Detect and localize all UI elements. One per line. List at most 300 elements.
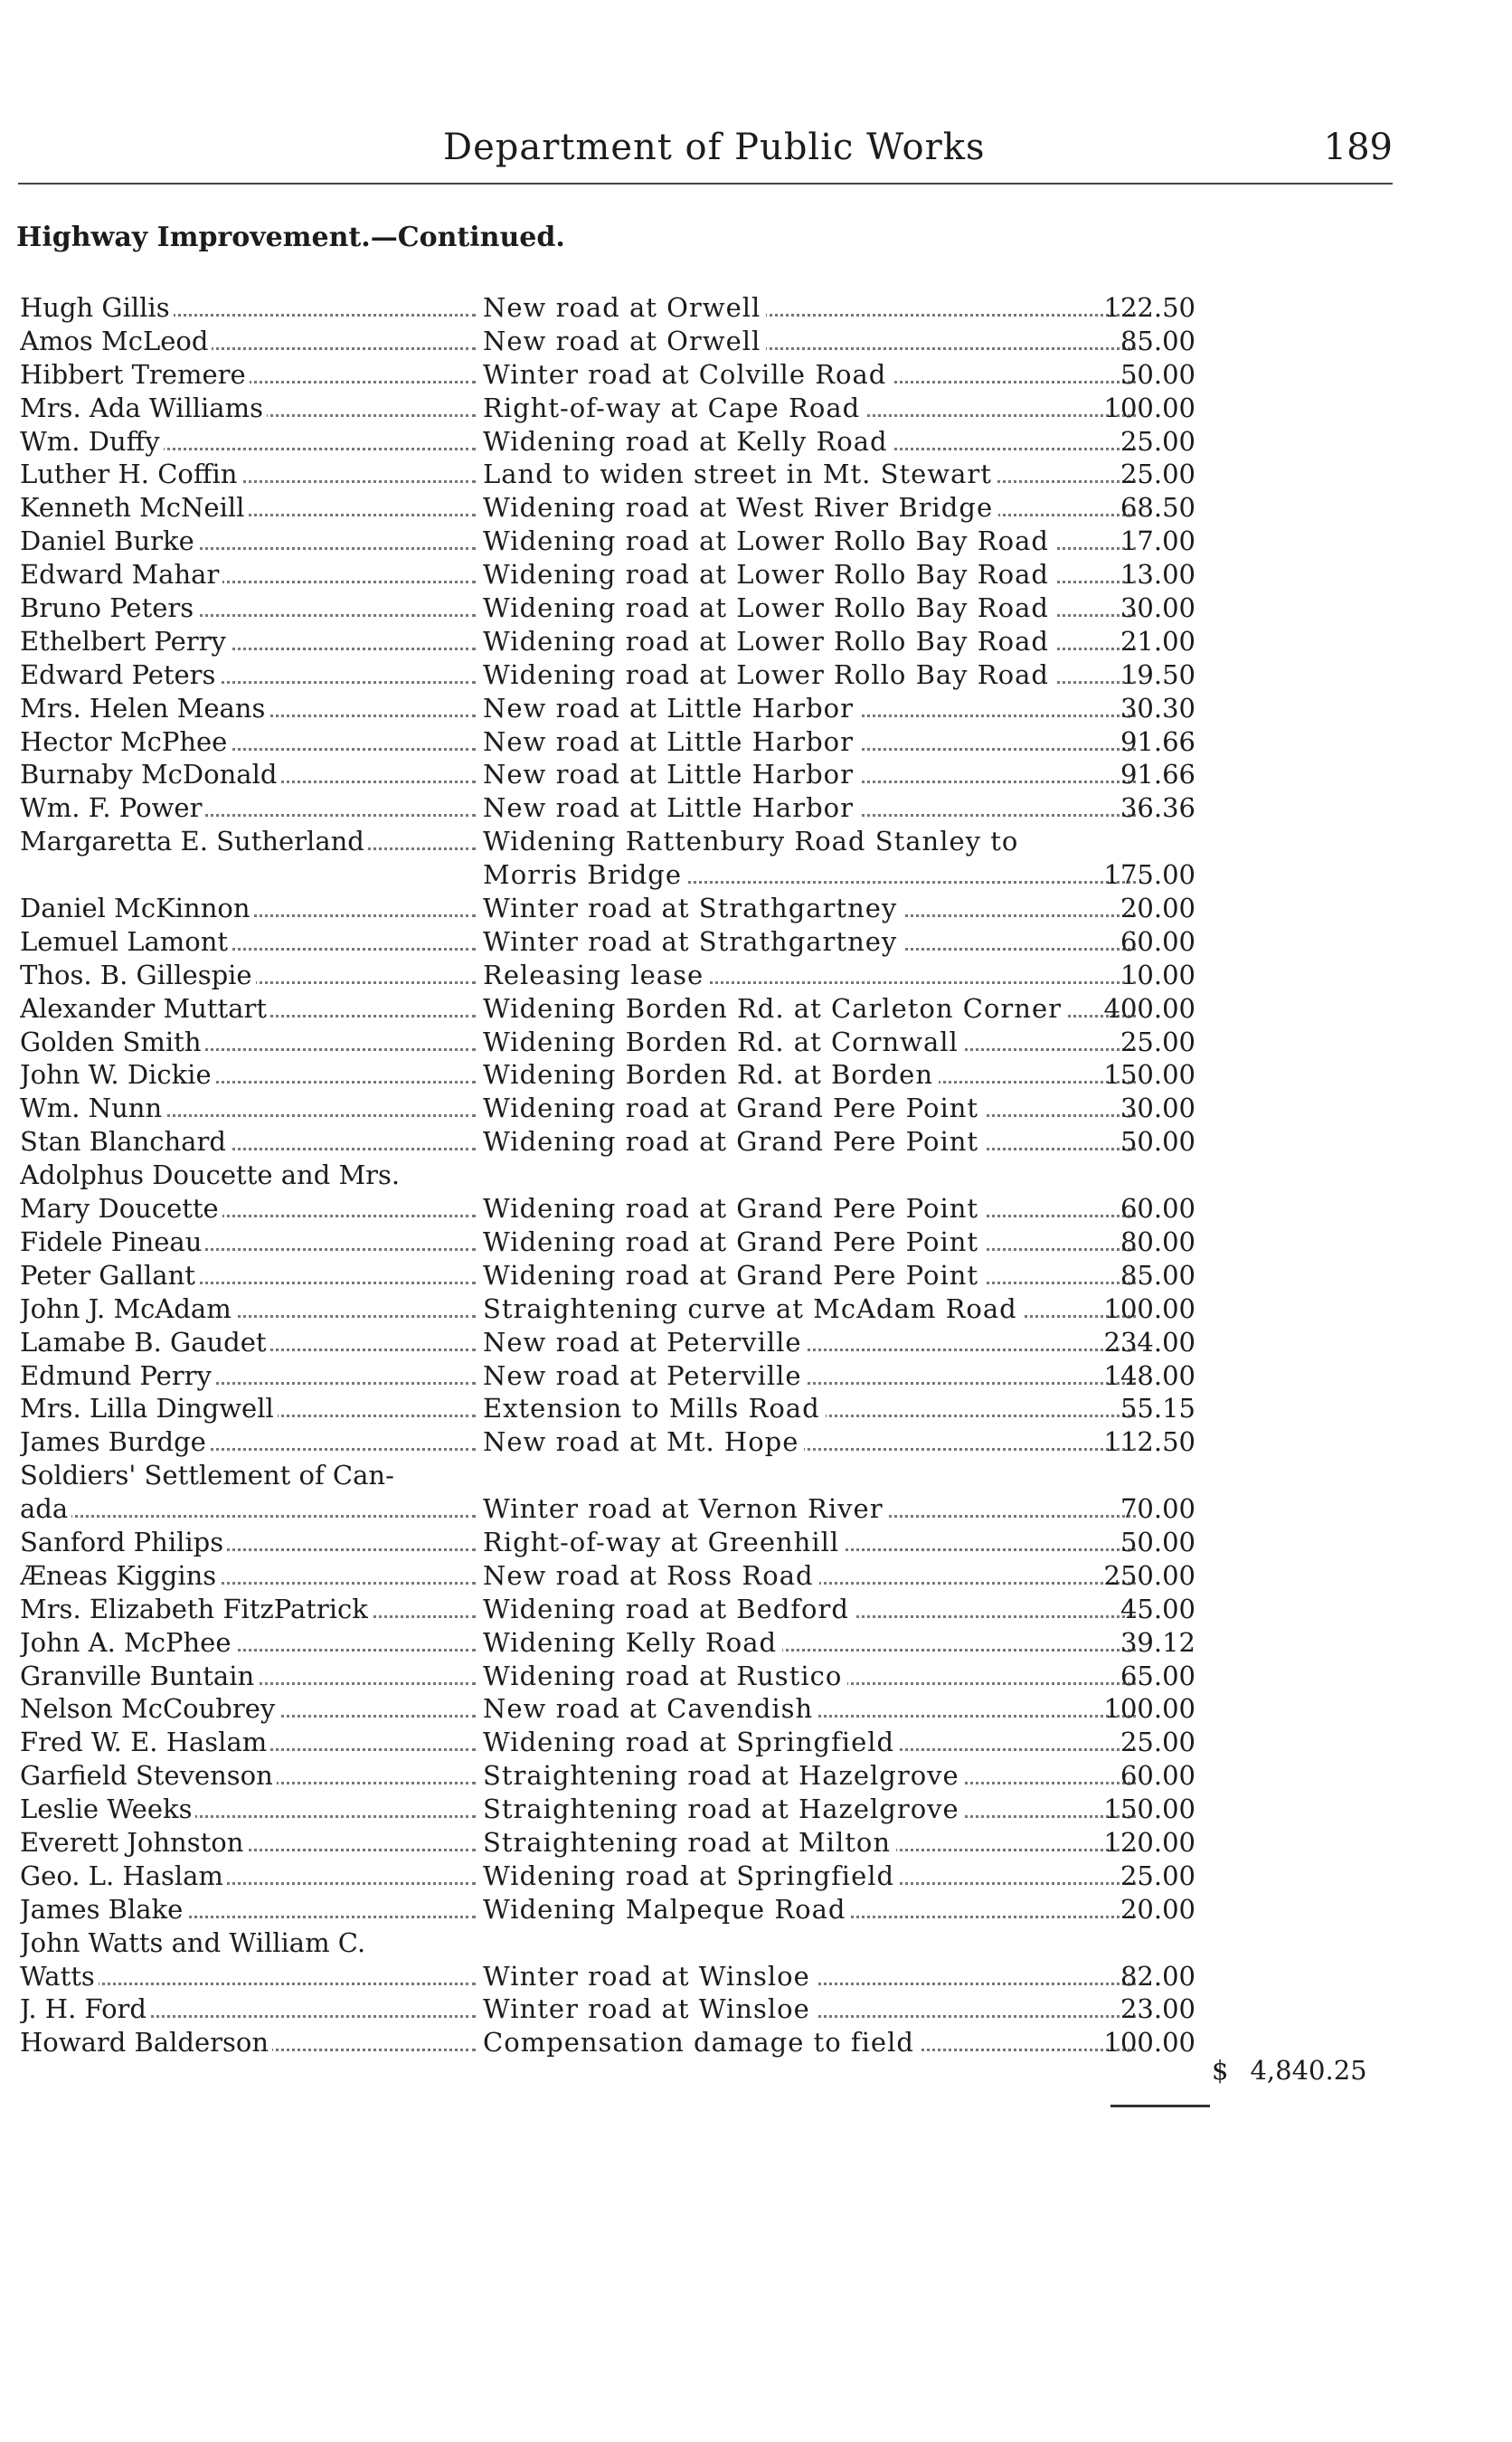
payee-name: Edward Mahar [20, 559, 222, 590]
purpose-text: Straightening road at Hazelgrove [483, 1794, 965, 1824]
purpose-cell [483, 1159, 1141, 1192]
amount-cell: 234.00 [1103, 1326, 1195, 1358]
purpose-cell [483, 1559, 1141, 1593]
payee-cell [20, 558, 481, 592]
purpose-text: New road at Mt. Hope [483, 1426, 804, 1457]
amount-cell: 25.00 [1120, 1026, 1195, 1057]
purpose-text: Extension to Mills Road [483, 1393, 826, 1424]
purpose-cell [483, 1992, 1141, 2026]
amount-cell: 60.00 [1120, 1760, 1195, 1792]
payee-cell [20, 1359, 481, 1393]
payee-cell [20, 1492, 481, 1526]
table-row [20, 858, 1195, 892]
amount-cell: 25.00 [1120, 1727, 1195, 1758]
amount-cell: 50.00 [1120, 1526, 1195, 1557]
table-row [20, 1960, 1195, 1993]
amount-cell: 10.00 [1120, 959, 1195, 990]
amount-cell: 17.00 [1120, 525, 1195, 557]
payee-cell [20, 1793, 481, 1826]
purpose-text: Widening road at Grand Pere Point [483, 1093, 984, 1123]
amount-cell: 68.50 [1120, 492, 1195, 524]
purpose-text: Releasing lease [483, 960, 709, 990]
table-row [20, 725, 1195, 759]
payee-cell [20, 491, 481, 525]
amount-cell: 150.00 [1103, 1059, 1195, 1091]
purpose-cell [483, 892, 1141, 925]
table-row [20, 1759, 1195, 1793]
table-row [20, 1926, 1195, 1960]
payee-name: Hibbert Tremere [20, 359, 250, 390]
purpose-cell [483, 1292, 1141, 1326]
purpose-cell [483, 1058, 1141, 1092]
payee-name: Alexander Muttart [20, 993, 270, 1024]
amount-cell: 112.50 [1103, 1426, 1195, 1458]
table-row [20, 959, 1195, 992]
purpose-cell [483, 725, 1141, 759]
purpose-cell [483, 825, 1141, 858]
purpose-text [483, 1159, 488, 1190]
dot-leader [20, 1515, 476, 1518]
purpose-cell [483, 1392, 1141, 1425]
purpose-text: New road at Little Harbor [483, 726, 859, 757]
purpose-cell [483, 1026, 1141, 1059]
payee-cell [20, 458, 481, 491]
amount-cell: 148.00 [1103, 1359, 1195, 1391]
purpose-cell [483, 758, 1141, 791]
amount-cell: 20.00 [1120, 893, 1195, 924]
purpose-text: New road at Peterville [483, 1360, 808, 1391]
purpose-text: Widening road at Rustico [483, 1661, 847, 1691]
amount-cell: 30.30 [1120, 692, 1195, 724]
amount-cell: 122.50 [1103, 292, 1195, 323]
table-row [20, 1292, 1195, 1326]
table-row [20, 1893, 1195, 1926]
payee-name: James Blake [20, 1894, 186, 1925]
page-number: 189 [1323, 127, 1393, 168]
purpose-cell [483, 325, 1141, 358]
purpose-text: New road at Ross Road [483, 1560, 819, 1591]
payee-cell [20, 892, 481, 925]
purpose-cell [483, 425, 1141, 459]
payee-cell [20, 1259, 481, 1292]
purpose-cell [483, 1593, 1141, 1626]
purpose-cell [483, 692, 1141, 725]
purpose-cell [483, 1692, 1141, 1726]
payee-name: Granville Buntain [20, 1661, 258, 1691]
purpose-text: Straightening curve at McAdam Road [483, 1293, 1023, 1324]
payee-cell [20, 758, 481, 791]
purpose-text [483, 1927, 488, 1958]
purpose-text: Widening Borden Rd. at Cornwall [483, 1027, 964, 1057]
payee-name: John Watts and William C. [20, 1927, 369, 1958]
table-row [20, 392, 1195, 425]
purpose-text: Widening road at Grand Pere Point [483, 1126, 984, 1157]
table-row [20, 1425, 1195, 1459]
table-row [20, 1026, 1195, 1059]
table-row [20, 758, 1195, 791]
payee-cell [20, 291, 481, 325]
payee-cell [20, 1559, 481, 1593]
purpose-cell [483, 1626, 1141, 1660]
table-row [20, 525, 1195, 558]
payee-cell [20, 592, 481, 625]
table-row [20, 325, 1195, 358]
payee-name: Burnaby McDonald [20, 759, 280, 790]
purpose-text: Winter road at Strathgartney [483, 893, 902, 923]
purpose-cell [483, 1459, 1141, 1492]
purpose-cell [483, 1926, 1141, 1960]
payee-cell [20, 1926, 481, 1960]
payee-name: Wm. Duffy [20, 426, 164, 457]
table-row [20, 592, 1195, 625]
amount-cell: 120.00 [1103, 1826, 1195, 1858]
payee-cell [20, 392, 481, 425]
table-row [20, 1526, 1195, 1559]
table-row [20, 1159, 1195, 1192]
purpose-text [483, 1460, 488, 1491]
table-row [20, 491, 1195, 525]
purpose-cell [483, 558, 1141, 592]
table-row [20, 458, 1195, 491]
purpose-cell [483, 658, 1141, 692]
payee-cell [20, 1292, 481, 1326]
table-row [20, 1226, 1195, 1259]
table-row [20, 1992, 1195, 2026]
payee-cell [20, 1593, 481, 1626]
ledger-table [20, 291, 1195, 2059]
payee-name: Mrs. Ada Williams [20, 393, 267, 423]
purpose-cell [483, 992, 1141, 1026]
payee-cell [20, 1226, 481, 1259]
purpose-cell [483, 491, 1141, 525]
purpose-cell [483, 1726, 1141, 1759]
page-title: Department of Public Works [443, 127, 986, 168]
payee-cell [20, 1726, 481, 1759]
payee-name: John A. McPhee [20, 1627, 235, 1658]
payee-name: Everett Johnston [20, 1827, 247, 1858]
purpose-text: Morris Bridge [483, 859, 687, 890]
table-row [20, 358, 1195, 392]
purpose-cell [483, 925, 1141, 959]
payee-name [20, 859, 24, 890]
amount-cell: 85.00 [1120, 325, 1195, 356]
table-row [20, 1459, 1195, 1492]
payee-name: Wm. F. Power [20, 792, 205, 823]
table-row [20, 558, 1195, 592]
payee-name: Mary Doucette [20, 1193, 222, 1224]
purpose-text: Winter road at Vernon River [483, 1493, 889, 1524]
purpose-text: Widening road at West River Bridge [483, 492, 998, 523]
payee-name: Watts [20, 1961, 99, 1992]
amount-cell: 30.00 [1120, 1093, 1195, 1124]
purpose-cell [483, 1660, 1141, 1693]
table-row [20, 992, 1195, 1026]
amount-cell: 60.00 [1120, 1193, 1195, 1225]
payee-cell [20, 1860, 481, 1893]
purpose-cell [483, 1125, 1141, 1159]
table-row [20, 1793, 1195, 1826]
payee-name: Daniel Burke [20, 525, 198, 556]
page-header [0, 127, 1393, 172]
amount-cell: 36.36 [1120, 792, 1195, 824]
amount-cell: 150.00 [1103, 1794, 1195, 1825]
payee-cell [20, 925, 481, 959]
payee-cell [20, 1660, 481, 1693]
payee-name: Edmund Perry [20, 1360, 215, 1391]
amount-cell: 39.12 [1120, 1626, 1195, 1658]
amount-cell: 50.00 [1120, 358, 1195, 390]
table-row [20, 1492, 1195, 1526]
purpose-text: Compensation damage to field [483, 2027, 920, 2058]
purpose-cell [483, 858, 1141, 892]
table-row [20, 1860, 1195, 1893]
amount-cell: 21.00 [1120, 625, 1195, 657]
amount-cell: 25.00 [1120, 425, 1195, 457]
payee-cell [20, 1026, 481, 1059]
purpose-text: Widening Malpeque Road [483, 1894, 851, 1925]
table-row [20, 892, 1195, 925]
amount-cell: 65.00 [1120, 1660, 1195, 1691]
purpose-text: New road at Orwell [483, 292, 766, 323]
table-row [20, 1826, 1195, 1860]
payee-cell [20, 1626, 481, 1660]
amount-cell: 25.00 [1120, 1860, 1195, 1891]
amount-cell: 20.00 [1120, 1893, 1195, 1925]
purpose-cell [483, 2026, 1141, 2059]
purpose-text: Widening road at Grand Pere Point [483, 1260, 984, 1291]
purpose-text: Widening road at Kelly Road [483, 426, 893, 457]
total-currency: $ [1212, 2055, 1229, 2086]
purpose-text: Widening road at Lower Rollo Bay Road [483, 592, 1054, 623]
purpose-text: Right-of-way at Cape Road [483, 393, 865, 423]
amount-cell: 50.00 [1120, 1126, 1195, 1158]
payee-cell [20, 1058, 481, 1092]
header-rule [18, 183, 1393, 185]
payee-name: Edward Peters [20, 659, 219, 690]
table-row [20, 1593, 1195, 1626]
payee-cell [20, 1692, 481, 1726]
payee-name: ada [20, 1493, 71, 1524]
purpose-text: Widening Rattenbury Road Stanley to [483, 826, 1024, 857]
purpose-text: New road at Cavendish [483, 1693, 818, 1724]
purpose-cell [483, 1259, 1141, 1292]
payee-cell [20, 1992, 481, 2026]
purpose-text: Widening road at Grand Pere Point [483, 1193, 984, 1224]
purpose-text: Widening road at Springfield [483, 1727, 900, 1757]
table-row [20, 1192, 1195, 1226]
payee-cell [20, 325, 481, 358]
total-rule [1110, 2105, 1210, 2107]
purpose-cell [483, 1092, 1141, 1125]
purpose-cell [483, 392, 1141, 425]
payee-name: Mrs. Helen Means [20, 693, 269, 724]
table-row [20, 658, 1195, 692]
payee-name: Fred W. E. Haslam [20, 1727, 270, 1757]
purpose-text: New road at Peterville [483, 1327, 808, 1358]
payee-cell [20, 625, 481, 658]
payee-name: Luther H. Coffin [20, 459, 241, 489]
payee-cell [20, 1826, 481, 1860]
purpose-cell [483, 1526, 1141, 1559]
payee-name: Stan Blanchard [20, 1126, 230, 1157]
purpose-text: Right-of-way at Greenhill [483, 1527, 845, 1557]
purpose-cell [483, 1359, 1141, 1393]
payee-cell [20, 1960, 481, 1993]
amount-cell: 100.00 [1103, 1693, 1195, 1725]
table-row [20, 1392, 1195, 1425]
total-amount: 4,840.25 [1250, 2055, 1367, 2086]
table-row [20, 1092, 1195, 1125]
table-row [20, 825, 1195, 858]
payee-name: Sanford Philips [20, 1527, 227, 1557]
purpose-text: Widening Kelly Road [483, 1627, 782, 1658]
amount-cell: 175.00 [1103, 859, 1195, 891]
payee-cell [20, 1392, 481, 1425]
payee-name: Daniel McKinnon [20, 893, 254, 923]
payee-name: James Burdge [20, 1426, 210, 1457]
payee-name: Garfield Stevenson [20, 1760, 277, 1791]
purpose-cell [483, 1960, 1141, 1993]
purpose-cell [483, 358, 1141, 392]
purpose-cell [483, 291, 1141, 325]
purpose-cell [483, 1860, 1141, 1893]
table-row [20, 291, 1195, 325]
payee-name: Soldiers' Settlement of Can- [20, 1460, 398, 1491]
purpose-cell [483, 1793, 1141, 1826]
payee-name: Hugh Gillis [20, 292, 174, 323]
purpose-cell [483, 525, 1141, 558]
amount-cell: 250.00 [1103, 1559, 1195, 1591]
purpose-cell [483, 1226, 1141, 1259]
amount-cell: 85.00 [1120, 1259, 1195, 1291]
purpose-cell [483, 1326, 1141, 1359]
payee-name: Margaretta E. Sutherland [20, 826, 368, 857]
purpose-cell [483, 1826, 1141, 1860]
purpose-text: Straightening road at Hazelgrove [483, 1760, 965, 1791]
purpose-cell [483, 791, 1141, 825]
purpose-text: Winter road at Strathgartney [483, 926, 902, 957]
table-row [20, 1626, 1195, 1660]
payee-cell [20, 1159, 481, 1192]
purpose-text: Widening road at Grand Pere Point [483, 1226, 984, 1257]
amount-cell: 70.00 [1120, 1493, 1195, 1525]
table-row [20, 1125, 1195, 1159]
payee-name: Ethelbert Perry [20, 626, 230, 657]
purpose-text: Widening road at Lower Rollo Bay Road [483, 525, 1054, 556]
payee-cell [20, 1425, 481, 1459]
payee-name: Leslie Weeks [20, 1794, 195, 1824]
purpose-text: Widening road at Lower Rollo Bay Road [483, 626, 1054, 657]
table-row [20, 1559, 1195, 1593]
payee-name: Geo. L. Haslam [20, 1860, 227, 1891]
table-row [20, 692, 1195, 725]
amount-cell: 80.00 [1120, 1226, 1195, 1257]
amount-cell: 13.00 [1120, 559, 1195, 591]
amount-cell: 91.66 [1120, 725, 1195, 757]
purpose-cell [483, 1492, 1141, 1526]
amount-cell: 82.00 [1120, 1960, 1195, 1992]
purpose-cell [483, 1893, 1141, 1926]
table-row [20, 1259, 1195, 1292]
payee-cell [20, 1459, 481, 1492]
table-row [20, 1058, 1195, 1092]
purpose-text: Widening road at Springfield [483, 1860, 900, 1891]
payee-cell [20, 1526, 481, 1559]
payee-name: Wm. Nunn [20, 1093, 165, 1123]
payee-cell [20, 858, 481, 892]
payee-name: Æneas Kiggins [20, 1560, 220, 1591]
purpose-cell [483, 1759, 1141, 1793]
payee-name: Mrs. Lilla Dingwell [20, 1393, 278, 1424]
payee-cell [20, 2026, 481, 2059]
amount-cell: 60.00 [1120, 925, 1195, 957]
payee-name: Thos. B. Gillespie [20, 960, 256, 990]
payee-cell [20, 1759, 481, 1793]
purpose-text: Land to widen street in Mt. Stewart [483, 459, 997, 489]
purpose-text: Widening road at Bedford [483, 1594, 855, 1624]
payee-cell [20, 992, 481, 1026]
amount-cell: 100.00 [1103, 2027, 1195, 2059]
purpose-text: Widening road at Lower Rollo Bay Road [483, 559, 1054, 590]
purpose-text: Widening Borden Rd. at Carleton Corner [483, 993, 1067, 1024]
payee-name: Bruno Peters [20, 592, 197, 623]
table-row [20, 1692, 1195, 1726]
table-row [20, 1359, 1195, 1393]
payee-cell [20, 358, 481, 392]
payee-name: Adolphus Doucette and Mrs. [20, 1159, 403, 1190]
purpose-cell [483, 592, 1141, 625]
payee-name: Mrs. Elizabeth FitzPatrick [20, 1594, 372, 1624]
payee-cell [20, 1893, 481, 1926]
payee-cell [20, 1326, 481, 1359]
payee-cell [20, 658, 481, 692]
table-row [20, 1660, 1195, 1693]
payee-cell [20, 959, 481, 992]
payee-cell [20, 425, 481, 459]
purpose-text: Widening Borden Rd. at Borden [483, 1059, 939, 1090]
amount-cell: 100.00 [1103, 392, 1195, 423]
table-row [20, 1326, 1195, 1359]
purpose-text: Winter road at Winsloe [483, 1961, 816, 1992]
table-row [20, 791, 1195, 825]
table-row [20, 625, 1195, 658]
purpose-text: Winter road at Winsloe [483, 1993, 816, 2024]
amount-cell: 45.00 [1120, 1593, 1195, 1624]
amount-cell: 91.66 [1120, 759, 1195, 790]
purpose-text: New road at Little Harbor [483, 693, 859, 724]
payee-cell [20, 1125, 481, 1159]
payee-cell [20, 525, 481, 558]
purpose-cell [483, 625, 1141, 658]
purpose-text: Straightening road at Milton [483, 1827, 896, 1858]
payee-name: Hector McPhee [20, 726, 231, 757]
purpose-cell [483, 458, 1141, 491]
purpose-text: New road at Orwell [483, 326, 766, 356]
purpose-text: Widening road at Lower Rollo Bay Road [483, 659, 1054, 690]
payee-cell [20, 791, 481, 825]
amount-cell: 30.00 [1120, 592, 1195, 624]
purpose-text: New road at Little Harbor [483, 792, 859, 823]
payee-name: Lemuel Lamont [20, 926, 232, 957]
purpose-cell [483, 1192, 1141, 1226]
purpose-text: New road at Little Harbor [483, 759, 859, 790]
table-row [20, 925, 1195, 959]
payee-cell [20, 692, 481, 725]
payee-name: Amos McLeod [20, 326, 212, 356]
purpose-cell [483, 959, 1141, 992]
payee-cell [20, 825, 481, 858]
purpose-cell [483, 1425, 1141, 1459]
